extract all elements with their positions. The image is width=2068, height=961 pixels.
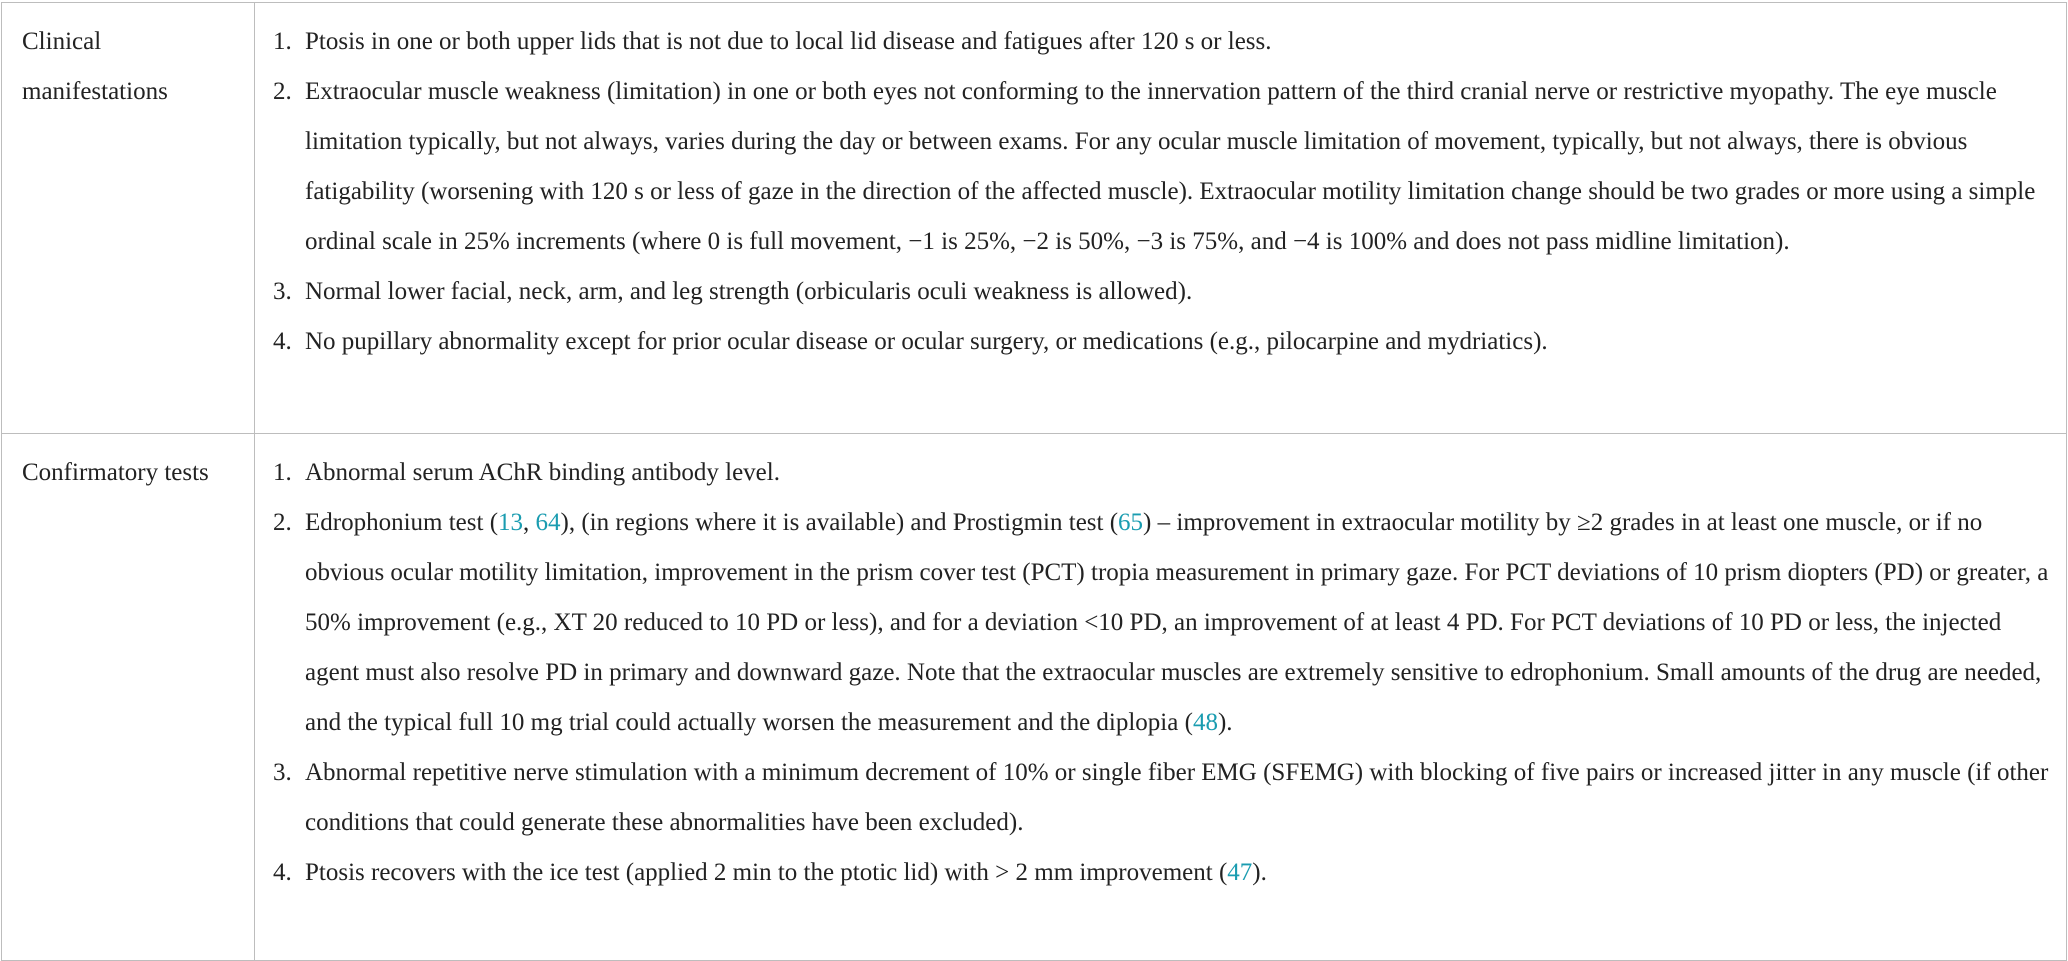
list-item-number: 1. (273, 28, 292, 55)
list-item-number: 4. (273, 328, 292, 355)
text-segment: Normal lower facial, neck, arm, and leg strength (orbicularis oculi weakness is allowed). (305, 278, 1193, 305)
list-item (273, 267, 2056, 317)
criteria-list (273, 448, 2056, 898)
row-label: Confirmatory tests (2, 434, 255, 961)
text-segment: ). (1252, 859, 1267, 886)
list-item-number: 4. (273, 859, 292, 886)
criteria-table (1, 2, 2067, 961)
table-row-confirmatory-tests (2, 434, 2067, 961)
citation-link[interactable]: 13 (498, 509, 524, 536)
text-segment: ). (1217, 709, 1233, 736)
text-segment: Abnormal serum AChR binding antibody level. (305, 459, 780, 486)
list-item (273, 17, 2056, 67)
list-item-text (305, 278, 1192, 305)
citation-link[interactable]: 64 (535, 509, 561, 536)
list-item-text (305, 28, 1272, 55)
table-row-clinical-manifestations (2, 3, 2067, 434)
list-item-number: 2. (273, 78, 292, 105)
text-segment: Abnormal repetitive nerve stimulation with a minimum decrement of 10% or single fiber EMG (SFEMG) with blocking of five pairs or increased jitter in any muscle (if other conditions that could generate these abnormalities have been excluded). (305, 759, 2049, 836)
row-content (255, 3, 2067, 434)
text-segment: Ptosis recovers with the ice test (applied 2 min to the ptotic lid) with > 2 mm improvement ( (305, 859, 1228, 886)
list-item-number: 3. (273, 759, 292, 786)
list-item (273, 317, 2056, 367)
criteria-list (273, 17, 2056, 367)
list-item-text (305, 509, 2048, 736)
citation-link[interactable]: 65 (1118, 509, 1144, 536)
list-item (273, 848, 2056, 898)
text-segment: No pupillary abnormality except for prior ocular disease or ocular surgery, or medications (e.g., pilocarpine and mydriatics). (305, 328, 1548, 355)
row-content (255, 434, 2067, 961)
text-segment: , (523, 509, 536, 536)
list-item-text (305, 459, 780, 486)
list-item-text (305, 328, 1548, 355)
text-segment: Edrophonium test ( (305, 509, 499, 536)
list-item-number: 3. (273, 278, 292, 305)
text-segment: Ptosis in one or both upper lids that is not due to local lid disease and fatigues after 120 s or less. (305, 28, 1272, 55)
citation-link[interactable]: 48 (1192, 709, 1218, 736)
list-item-text (305, 78, 2035, 255)
list-item-number: 1. (273, 459, 292, 486)
list-item-text (305, 859, 1267, 886)
list-item (273, 67, 2056, 267)
list-item (273, 498, 2056, 748)
list-item (273, 448, 2056, 498)
text-segment: ), (in regions where it is available) and Prostigmin test ( (560, 509, 1119, 536)
list-item-text (305, 759, 2048, 836)
text-segment: ) – improvement in extraocular motility by ≥2 grades in at least one muscle, or if no obvious ocular motility limitation, improvement in the prism cover test (PCT) tropia measurement in primary gaze. For PCT deviations of 10 prism diopters (PD) or greater, a 50% improvement (e.g., XT 20 reduced to 10 PD or less), and for a deviation <10 PD, an improvement of at least 4 PD. For PCT deviations of 10 PD or less, the injected agent must also resolve PD in primary and downward gaze. Note that the extraocular muscles are extremely sensitive to edrophonium. Small amounts of the drug are needed, and the typical full 10 mg trial could actually worsen the measurement and the diplopia ( (305, 509, 2049, 736)
text-segment: Extraocular muscle weakness (limitation) in one or both eyes not conforming to the innervation pattern of the third cranial nerve or restrictive myopathy. The eye muscle limitation typically, but not always, varies during the day or between exams. For any ocular muscle limitation of movement, typically, but not always, there is obvious fatigability (worsening with 120 s or less of gaze in the direction of the affected muscle). Extraocular motility limitation change should be two grades or more using a simple ordinal scale in 25% increments (where 0 is full movement, −1 is 25%, −2 is 50%, −3 is 75%, and −4 is 100% and does not pass midline limitation). (305, 78, 2036, 255)
list-item-number: 2. (273, 509, 292, 536)
row-label: Clinical manifestations (2, 3, 255, 434)
list-item (273, 748, 2056, 848)
citation-link[interactable]: 47 (1227, 859, 1253, 886)
